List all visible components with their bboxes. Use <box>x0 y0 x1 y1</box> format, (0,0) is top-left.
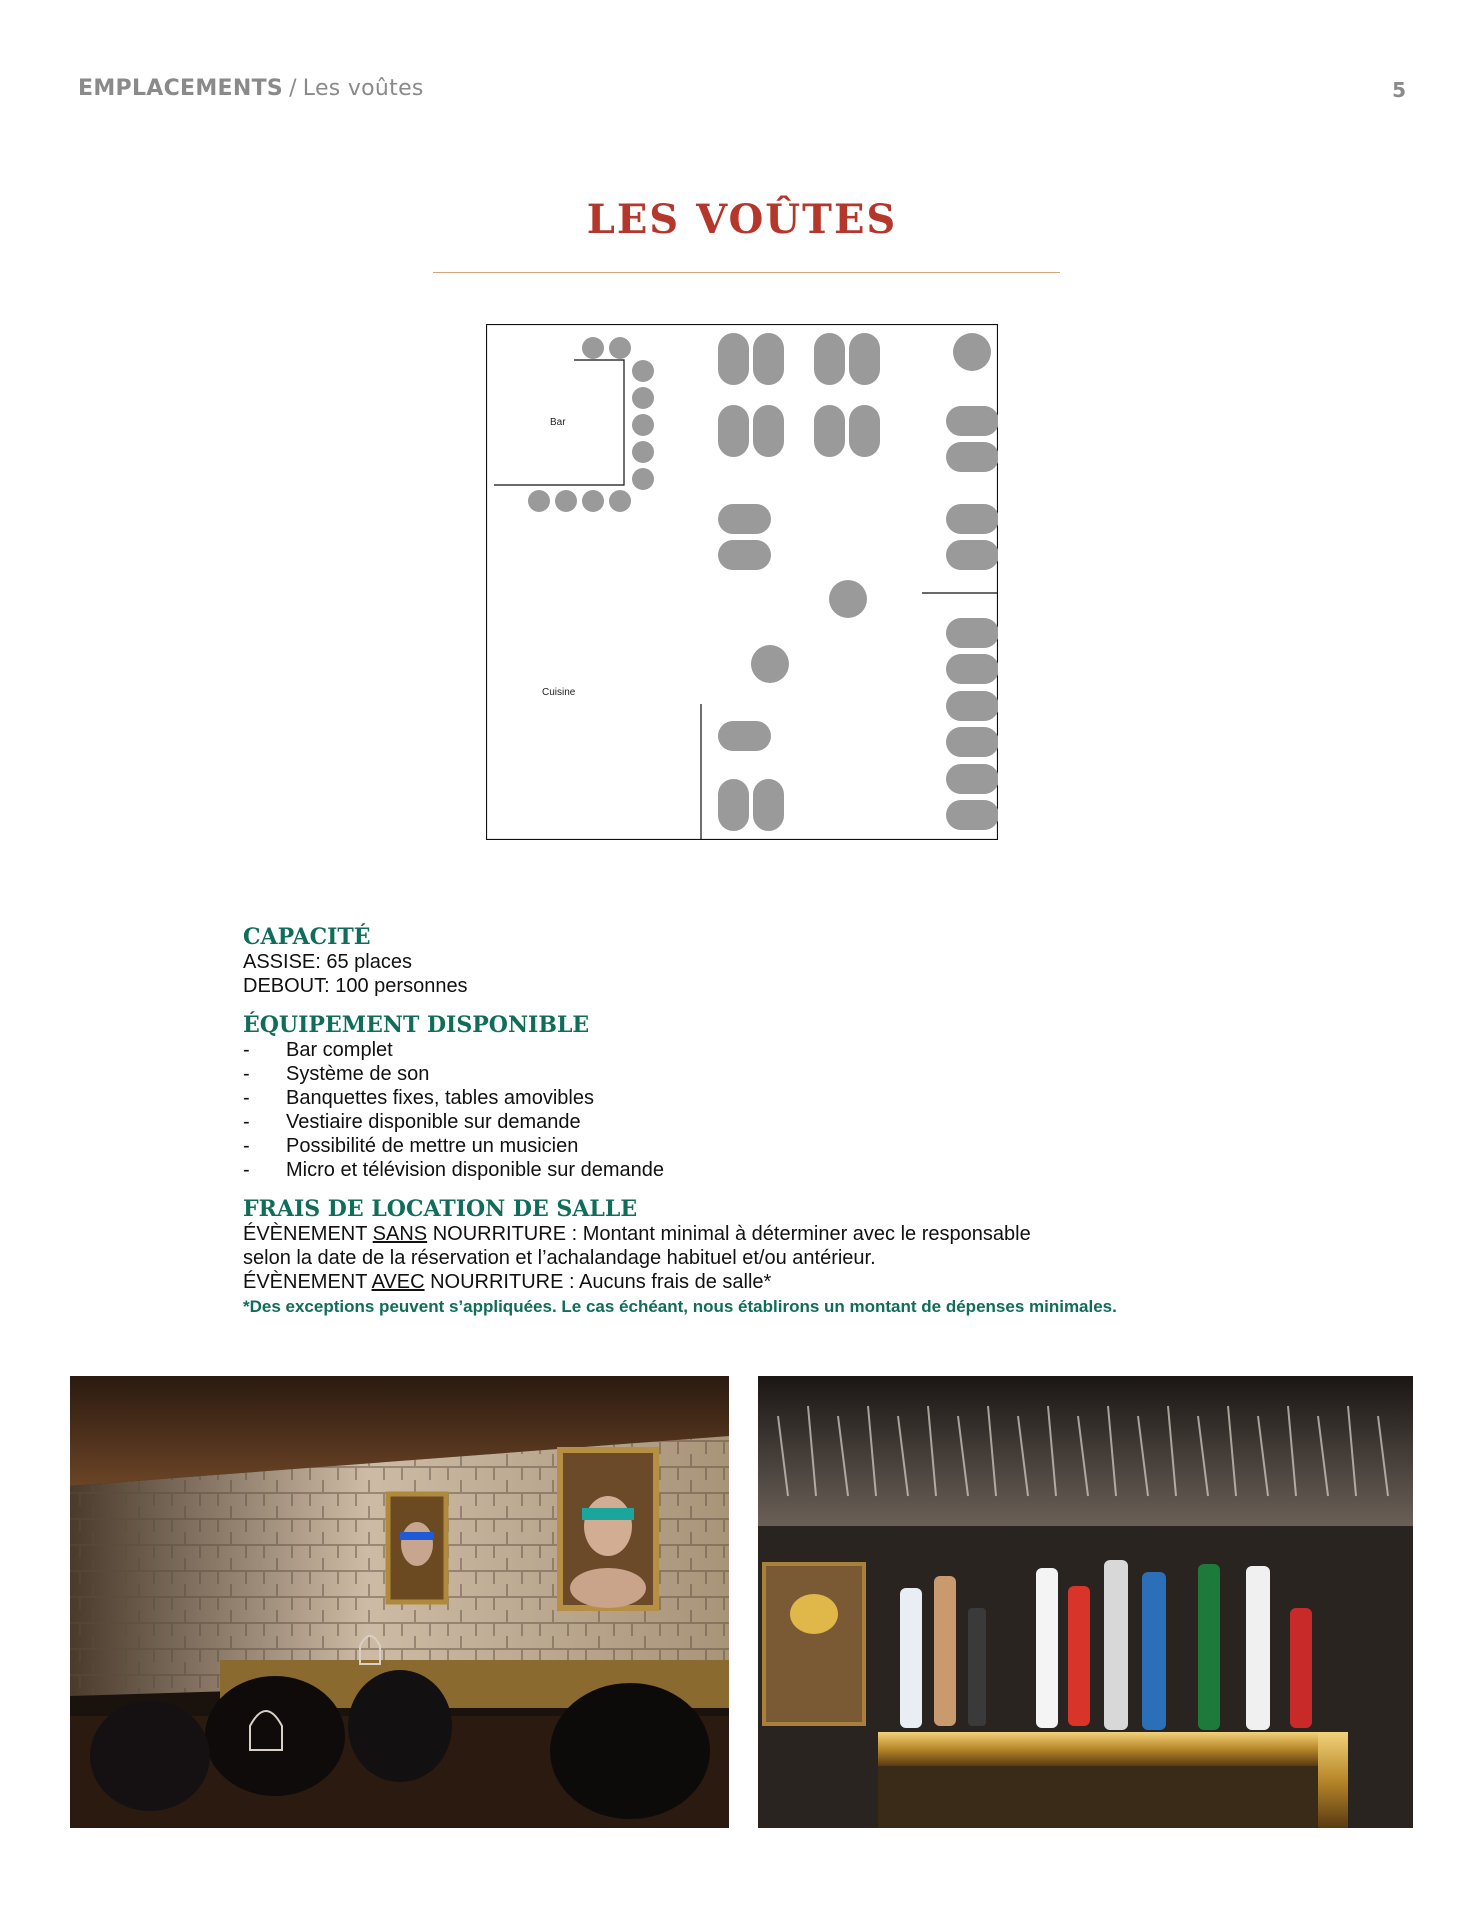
fees-line-suffix: NOURRITURE : Montant minimal à déterminer avec le responsable <box>427 1223 1031 1245</box>
round-table <box>953 333 991 371</box>
bar-stool <box>632 360 654 382</box>
table-booth <box>718 405 749 457</box>
breadcrumb <box>78 76 424 101</box>
table <box>946 442 998 472</box>
bar-stool <box>555 490 577 512</box>
table-booth <box>753 405 784 457</box>
table <box>946 540 998 570</box>
equipment-section <box>243 1012 1343 1182</box>
table-booth <box>814 333 845 385</box>
table-booth <box>753 333 784 385</box>
table <box>946 691 998 721</box>
bar-label: Bar <box>550 417 566 428</box>
venue-info <box>243 924 1343 1334</box>
dining-room-photo <box>70 1376 729 1828</box>
title-divider <box>433 272 1060 273</box>
table <box>718 540 771 570</box>
table-booth <box>753 779 784 831</box>
table-booth <box>814 405 845 457</box>
fees-emphasis-sans: SANS <box>372 1223 428 1245</box>
list-bullet: - <box>243 1159 250 1181</box>
equipment-heading: ÉQUIPEMENT DISPONIBLE <box>243 1012 590 1038</box>
breadcrumb-subsection: Les voûtes <box>302 76 424 101</box>
list-item <box>243 1134 1343 1158</box>
bar-stool <box>582 337 604 359</box>
list-bullet: - <box>243 1111 250 1133</box>
kitchen-label: Cuisine <box>542 687 576 698</box>
fees-without-food-detail: selon la date de la réservation et l’achalandage habituel et/ou antérieur. <box>243 1247 876 1269</box>
list-bullet: - <box>243 1135 250 1157</box>
capacity-standing: DEBOUT: 100 personnes <box>243 975 468 997</box>
table <box>946 504 998 534</box>
table <box>946 764 998 794</box>
table <box>946 727 998 757</box>
fees-footnote: *Des exceptions peuvent s’appliquées. Le cas échéant, nous établirons un montant de dépenses minimales. <box>243 1297 1117 1316</box>
beer-taps-photo <box>758 1376 1413 1828</box>
bar-stool <box>582 490 604 512</box>
capacity-section <box>243 924 1343 998</box>
table-booth <box>718 779 749 831</box>
bar-stool <box>632 441 654 463</box>
table <box>946 800 998 830</box>
table <box>946 406 998 436</box>
fees-line-prefix: ÉVÈNEMENT <box>243 1223 373 1245</box>
capacity-heading: CAPACITÉ <box>243 924 371 950</box>
list-item-text: Banquettes fixes, tables amovibles <box>286 1087 594 1109</box>
bar-stool <box>632 414 654 436</box>
fees-line-suffix: NOURRITURE : Aucuns frais de salle* <box>424 1271 772 1293</box>
table <box>718 504 771 534</box>
table <box>946 654 998 684</box>
fees-without-food <box>243 1222 1343 1246</box>
list-bullet: - <box>243 1087 250 1109</box>
table <box>718 721 771 751</box>
round-table <box>751 645 789 683</box>
table-booth <box>718 333 749 385</box>
table-booth <box>849 405 880 457</box>
list-item <box>243 1110 1343 1134</box>
round-table <box>829 580 867 618</box>
fees-line-prefix: ÉVÈNEMENT <box>243 1271 372 1293</box>
page-title: LES VOÛTES <box>586 196 898 243</box>
page-number: 5 <box>1392 78 1406 102</box>
fees-with-food <box>243 1270 1343 1294</box>
list-item-text: Vestiaire disponible sur demande <box>286 1111 581 1133</box>
table-booth <box>849 333 880 385</box>
list-item <box>243 1158 1343 1182</box>
fees-emphasis-avec: AVEC <box>371 1271 425 1293</box>
list-bullet: - <box>243 1039 250 1061</box>
table <box>946 618 998 648</box>
bar-stool <box>609 490 631 512</box>
list-item-text: Micro et télévision disponible sur demande <box>286 1159 664 1181</box>
breadcrumb-section: EMPLACEMENTS <box>78 76 284 101</box>
fees-section <box>243 1196 1343 1320</box>
breadcrumb-separator: / <box>289 76 297 101</box>
list-item <box>243 1062 1343 1086</box>
list-item-text: Possibilité de mettre un musicien <box>286 1135 579 1157</box>
equipment-list <box>243 1038 1343 1182</box>
bar-stool <box>632 468 654 490</box>
room-outline <box>487 325 998 840</box>
bar-stool <box>632 387 654 409</box>
list-item-text: Système de son <box>286 1063 430 1085</box>
list-bullet: - <box>243 1063 250 1085</box>
list-item <box>243 1086 1343 1110</box>
bar-stool <box>528 490 550 512</box>
list-item-text: Bar complet <box>286 1039 393 1061</box>
capacity-seated: ASSISE: 65 places <box>243 951 412 973</box>
floor-plan <box>486 324 998 840</box>
bar-stool <box>609 337 631 359</box>
list-item <box>243 1038 1343 1062</box>
fees-heading: FRAIS DE LOCATION DE SALLE <box>243 1196 638 1222</box>
